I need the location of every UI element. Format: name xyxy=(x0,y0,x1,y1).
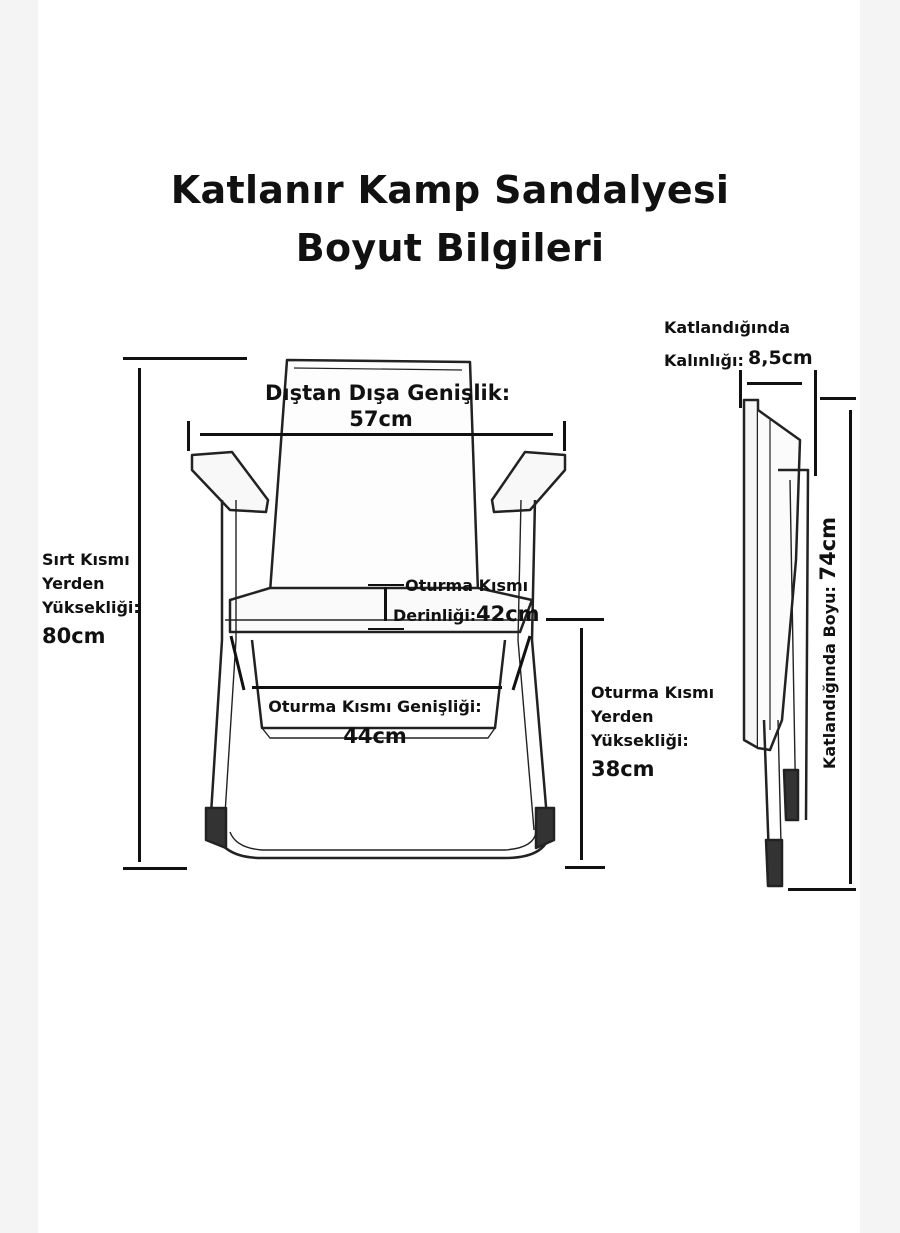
seat-height-label-line2: Yerden xyxy=(591,707,654,726)
folded-length-label-text: Katlandığında Boyu: xyxy=(820,585,839,769)
seat-height-label-line1: Oturma Kısmı xyxy=(591,683,715,702)
folded-length-label-wrap xyxy=(813,515,843,770)
outer-width-value: 57cm xyxy=(349,407,413,431)
seat-depth-label-line2: Derinliği: xyxy=(393,606,477,625)
folded-length-label xyxy=(816,516,840,768)
folded-thickness-label-line1: Katlandığında xyxy=(664,318,791,337)
seat-depth-label-line1: Oturma Kısmı xyxy=(405,576,529,595)
seat-width-value: 44cm xyxy=(343,724,407,748)
seat-width-line xyxy=(252,686,502,689)
folded-length-line xyxy=(849,410,852,884)
seat-depth-value: 42cm xyxy=(476,602,540,626)
page-title-line2: Boyut Bilgileri xyxy=(295,226,605,270)
folded-thickness-line xyxy=(747,382,802,385)
back-height-label-line3: Yüksekliği: xyxy=(42,598,140,617)
seat-height-label-line3: Yüksekliği: xyxy=(591,731,689,750)
seat-height-line xyxy=(580,628,583,860)
folded-thickness-left-tick xyxy=(739,370,742,408)
folded-length-bottom-tick xyxy=(788,888,856,891)
back-height-value: 80cm xyxy=(42,624,106,648)
seat-height-bottom-tick xyxy=(565,866,605,869)
back-height-label-line2: Yerden xyxy=(42,574,105,593)
seat-height-value: 38cm xyxy=(591,757,655,781)
seat-width-label: Oturma Kısmı Genişliği: xyxy=(268,697,482,716)
folded-length-top-tick xyxy=(820,397,856,400)
outer-width-label: Dıştan Dışa Genişlik: xyxy=(265,381,511,405)
back-height-label-line1: Sırt Kısmı xyxy=(42,550,130,569)
seat-height-top-tick xyxy=(546,618,604,621)
folded-length-value: 74cm xyxy=(816,516,840,580)
folded-thickness-right-tick xyxy=(814,370,817,476)
folded-thickness-value: 8,5cm xyxy=(748,347,813,369)
page-title-line1: Katlanır Kamp Sandalyesi xyxy=(170,168,730,212)
folded-thickness-label-line2: Kalınlığı: xyxy=(664,351,744,370)
